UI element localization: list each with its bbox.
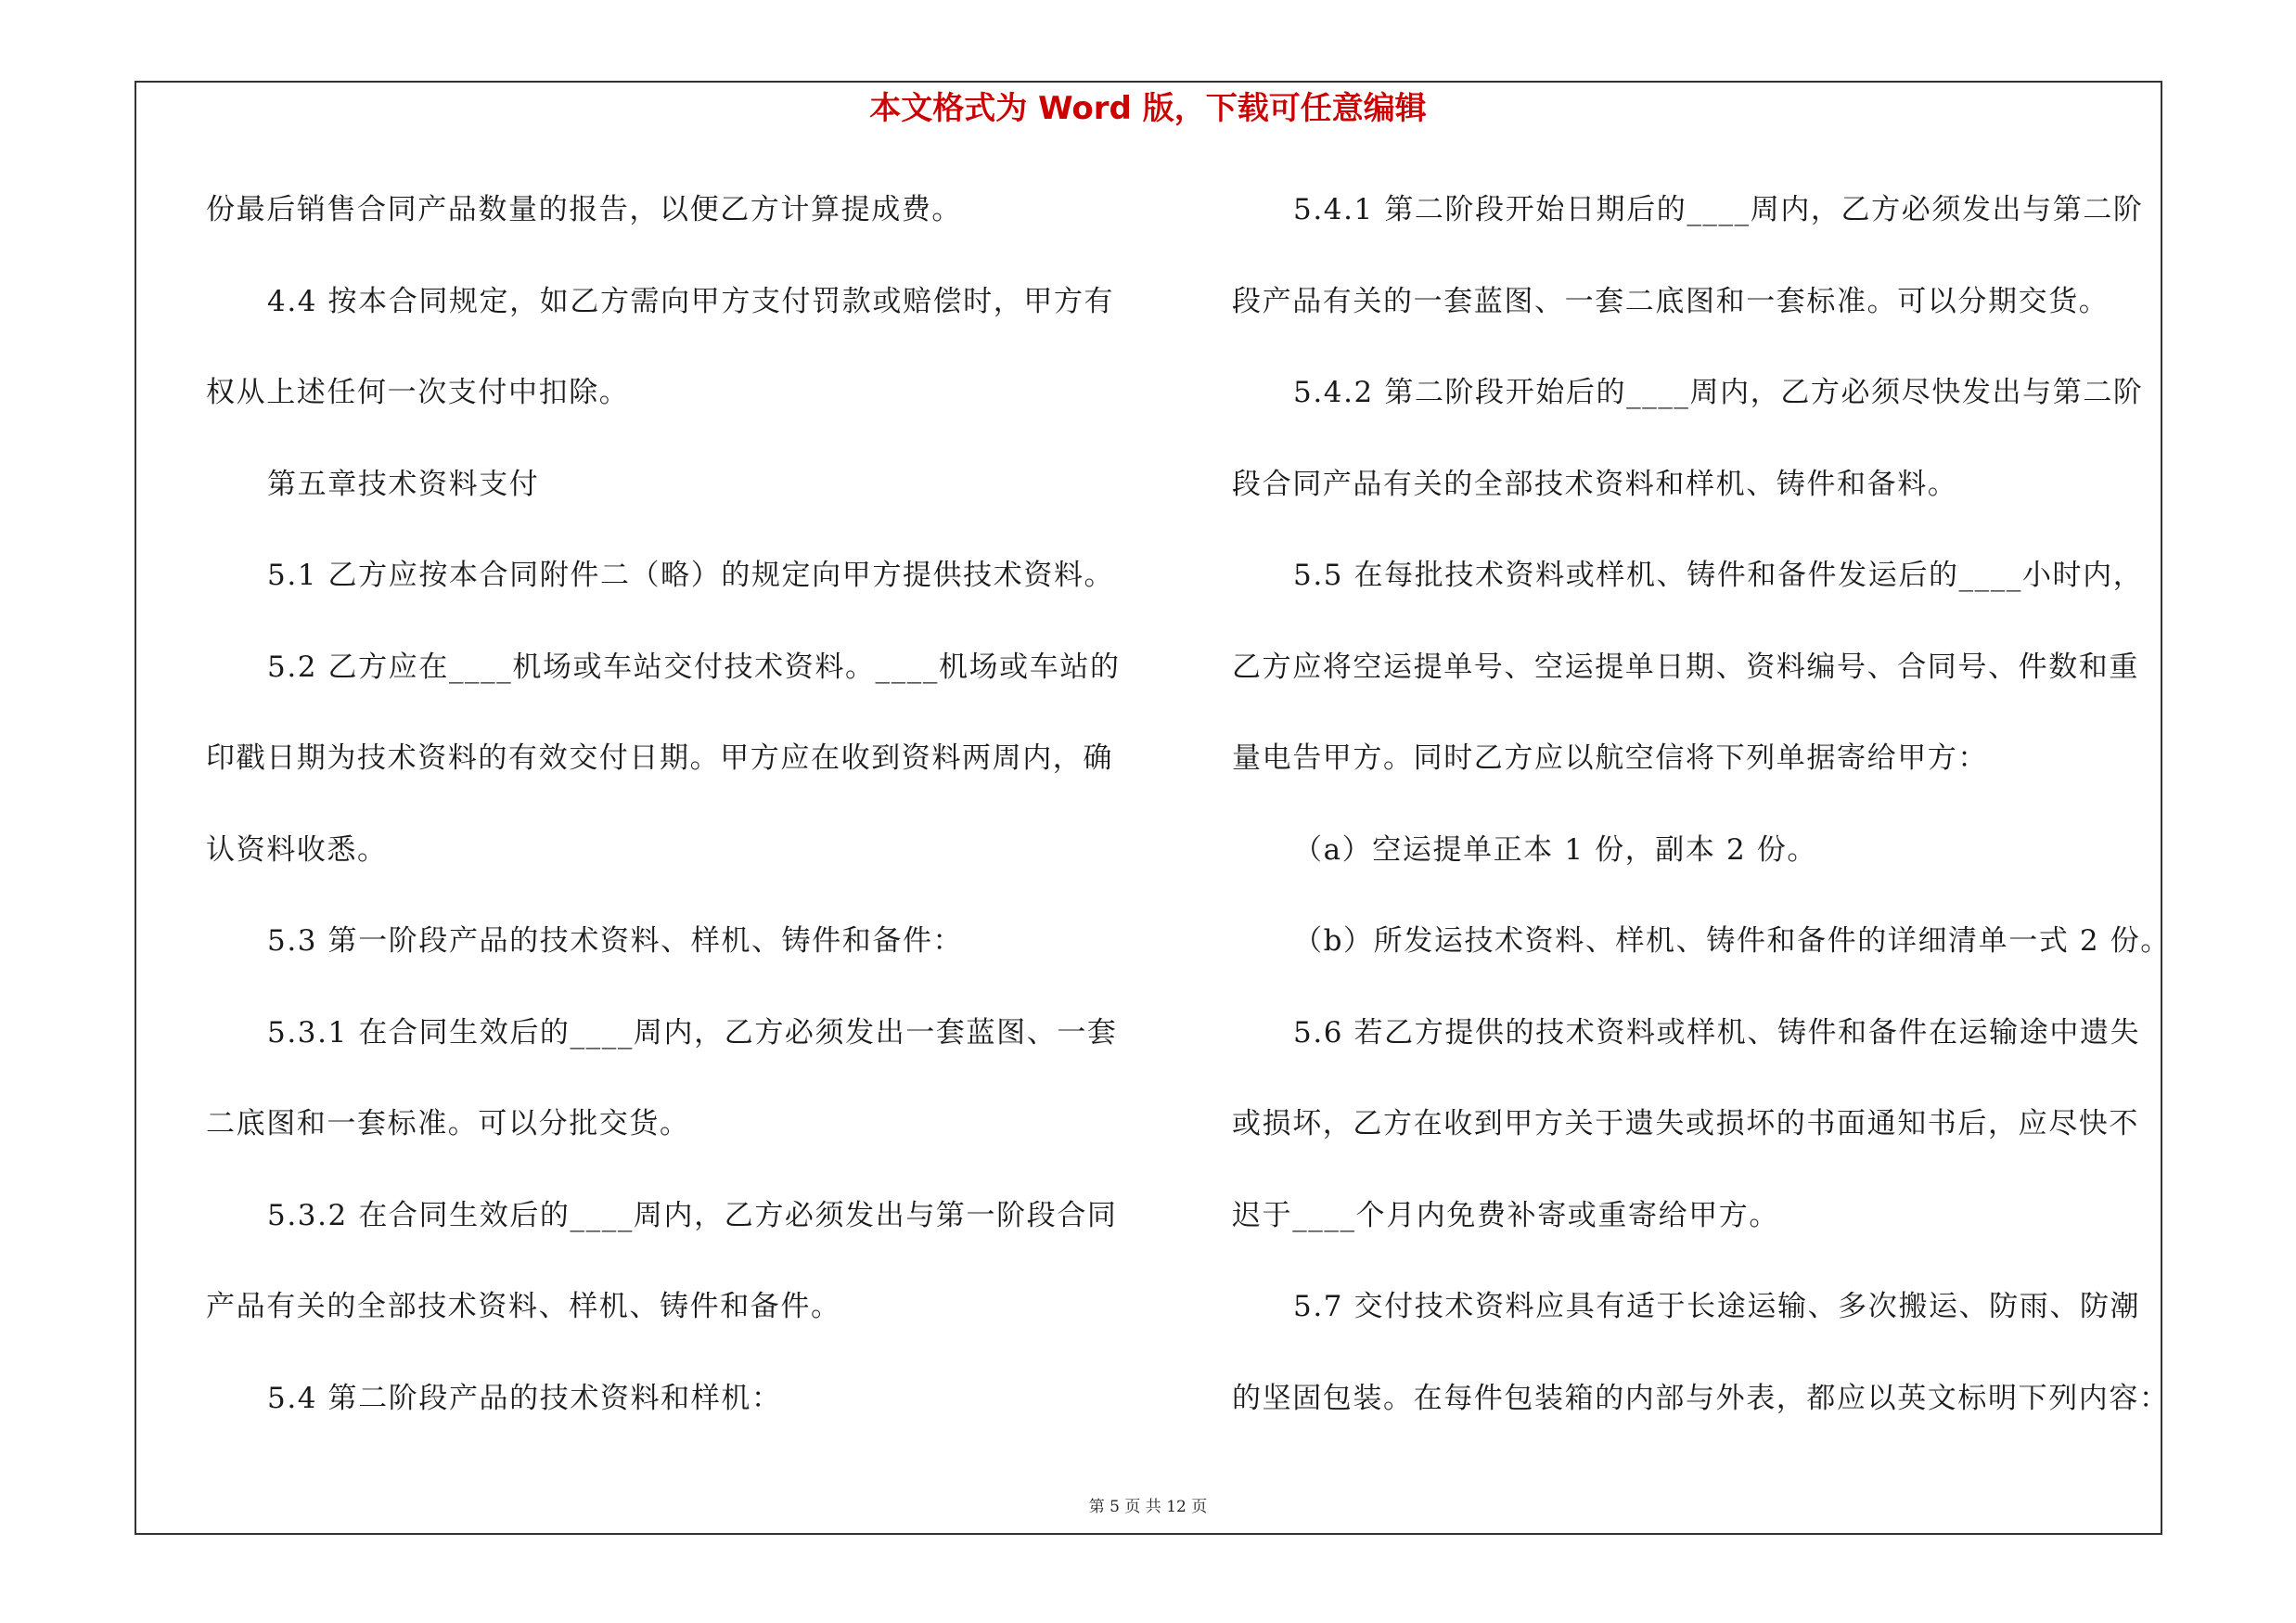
left-column [206,181,1134,1480]
text-line: 5.4 第二阶段产品的技术资料和样机： [267,1381,782,1415]
text-line: 第五章技术资料支付 [267,467,540,501]
text-line: 份最后销售合同产品数量的报告，以便乙方计算提成费。 [206,193,962,226]
text-line: 5.5 在每批技术资料或样机、铸件和备件发运后的____小时内， [1293,559,2144,592]
format-banner: 本文格式为 Word 版，下载可任意编辑 [869,90,1427,127]
page-number-footer: 第 5 页 共 12 页 [1088,1498,1208,1516]
text-line: 或损坏，乙方在收到甲方关于遗失或损坏的书面通知书后，应尽快不 [1232,1107,2139,1140]
text-line: 迟于____个月内免费补寄或重寄给甲方。 [1232,1198,1779,1232]
text-line: 5.1 乙方应按本合同附件二（略）的规定向甲方提供技术资料。 [267,559,1115,592]
text-line: 5.2 乙方应在____机场或车站交付技术资料。____机场或车站的 [267,650,1121,684]
text-line: （a）空运提单正本 1 份，副本 2 份。 [1293,832,1817,867]
text-line: 5.6 若乙方提供的技术资料或样机、铸件和备件在运输途中遗失 [1293,1015,2141,1050]
text-line: 二底图和一套标准。可以分批交货。 [206,1107,690,1140]
text-line: （b）所发运技术资料、样机、铸件和备件的详细清单一式 2 份。 [1293,924,2171,958]
text-line: 印戳日期为技术资料的有效交付日期。甲方应在收到资料两周内，确 [206,741,1113,775]
text-line: 5.4.1 第二阶段开始日期后的____周内，乙方必须发出与第二阶 [1293,193,2144,226]
text-line: 认资料收悉。 [206,832,388,867]
text-line: 4.4 按本合同规定，如乙方需向甲方支付罚款或赔偿时，甲方有 [267,284,1115,318]
text-line: 量电告甲方。同时乙方应以航空信将下列单据寄给甲方： [1232,741,1988,775]
text-line: 5.3 第一阶段产品的技术资料、样机、铸件和备件： [267,924,964,958]
text-line: 产品有关的全部技术资料、样机、铸件和备件。 [206,1290,841,1323]
right-column [1232,181,2171,1480]
text-line: 5.7 交付技术资料应具有适于长途运输、多次搬运、防雨、防潮 [1293,1290,2141,1323]
text-line: 5.4.2 第二阶段开始后的____周内，乙方必须尽快发出与第二阶 [1293,376,2144,409]
text-line: 权从上述任何一次支付中扣除。 [206,376,630,409]
text-line: 段合同产品有关的全部技术资料和样机、铸件和备料。 [1232,467,1958,501]
text-line: 乙方应将空运提单号、空运提单日期、资料编号、合同号、件数和重 [1232,650,2139,684]
text-line: 5.3.2 在合同生效后的____周内，乙方必须发出与第一阶段合同 [267,1198,1118,1232]
text-line: 段产品有关的一套蓝图、一套二底图和一套标准。可以分期交货。 [1232,284,2110,318]
text-line: 5.3.1 在合同生效后的____周内，乙方必须发出一套蓝图、一套 [267,1015,1118,1050]
text-line: 的坚固包装。在每件包装箱的内部与外表，都应以英文标明下列内容： [1232,1381,2170,1415]
